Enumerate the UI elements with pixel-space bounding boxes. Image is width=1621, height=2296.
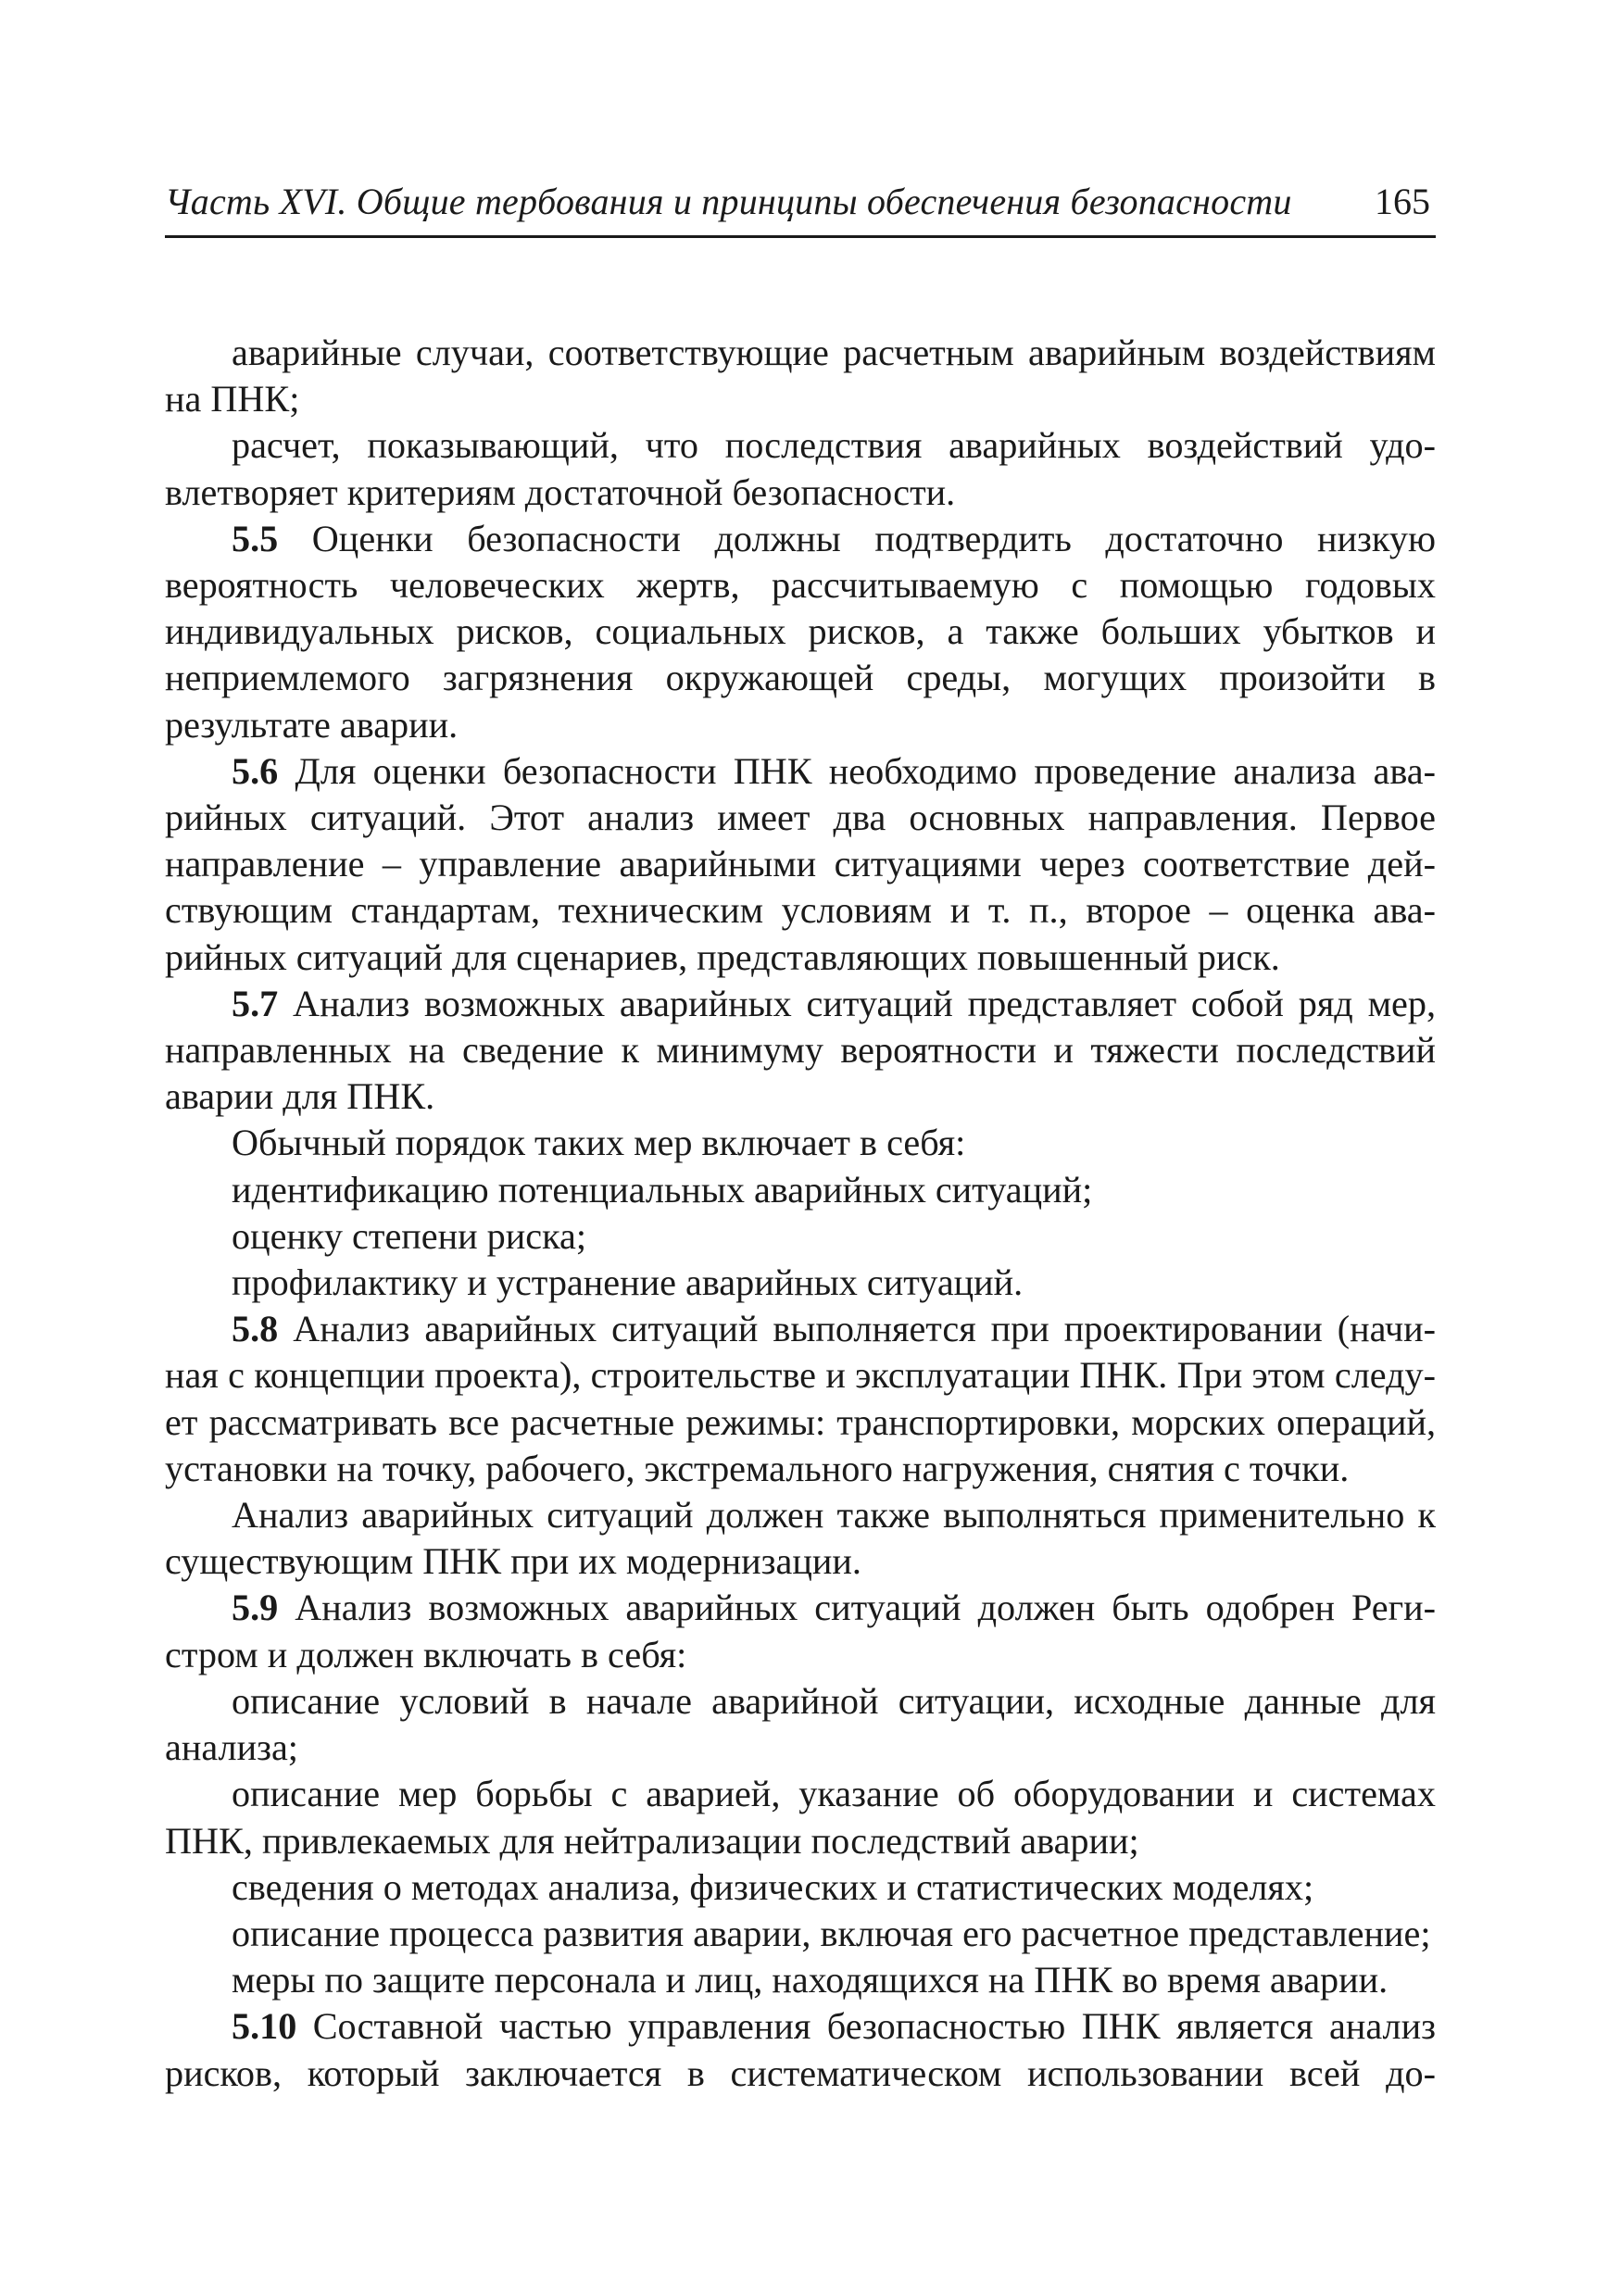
- paragraph-text: профилактику и устранение аварийных ситуаций.: [232, 1261, 1024, 1304]
- paragraph-text: оценку степени риска;: [232, 1214, 587, 1257]
- clause-number: 5.5: [232, 517, 279, 559]
- paragraph-text: Анализ аварийных ситуаций должен также выполняться применительно к существующим ПНК при их модернизации.: [165, 1494, 1436, 1583]
- header-title: Часть XVI. Общие тербования и принципы обеспечения безопасности: [165, 181, 1292, 222]
- paragraph-text: Для оценки безопасности ПНК необходимо проведение анализа аварийных ситуаций. Этот анализ имеет два основных направления. Первое направление – управление аварийными ситуациями через соответствие действующим стандартам, техническим условиям и т. п., второе – оценка аварийных ситуаций для сценариев, представляющих повышенный риск.: [165, 749, 1436, 978]
- list-item-prevention: [165, 1260, 1436, 1306]
- paragraph-text: Анализ аварийных ситуаций выполняется при проектировании (начиная с концепции проекта), строительстве и эксплуатации ПНК. При этом следует рассматривать все расчетные режимы: транспортировки, морских операций, установки на точку, рабочего, экстремального нагружения, снятия с точки.: [165, 1308, 1436, 1489]
- page-body: [165, 330, 1436, 2097]
- list-item-risk-assessment: [165, 1213, 1436, 1260]
- clause-number: 5.7: [232, 982, 279, 1024]
- paragraph-text: сведения о методах анализа, физических и статистических моделях;: [232, 1865, 1314, 1908]
- paragraph-text: Анализ возможных аварийных ситуаций должен быть одобрен Регистром и должен включать в себя:: [165, 1587, 1436, 1675]
- list-item-identification: [165, 1167, 1436, 1213]
- clause-number: 5.6: [232, 749, 279, 792]
- paragraph-text: описание условий в начале аварийной ситуации, исходные данные для анализа;: [165, 1679, 1436, 1769]
- paragraph-5-9: [165, 1585, 1436, 1677]
- list-item-methods: [165, 1864, 1436, 1911]
- paragraph-text: идентификацию потенциальных аварийных ситуаций;: [232, 1168, 1093, 1211]
- paragraph-text: Обычный порядок таких мер включает в себя:: [232, 1122, 966, 1164]
- list-item-initial-conditions: [165, 1678, 1436, 1771]
- paragraph-5-8: [165, 1306, 1436, 1492]
- paragraph-text: Анализ возможных аварийных ситуаций представляет собой ряд мер, направленных на сведение к минимуму вероятности и тяжести последствий аварии для ПНК.: [165, 982, 1436, 1118]
- paragraph-text: Оценки безопасности должны подтвердить достаточно низкую вероятность человеческих жертв, рассчитываемую с помощью годовых индивидуальных рисков, социальных рисков, а также больших убытков и неприемлемого загрязнения окружающей среды, могущих произойти в результате аварии.: [165, 517, 1436, 746]
- paragraph-modernization: [165, 1492, 1436, 1585]
- paragraph-text: описание процесса развития аварии, включая его расчетное представление;: [232, 1912, 1431, 1954]
- clause-number: 5.10: [232, 2005, 297, 2048]
- list-item-personnel-protection: [165, 1957, 1436, 2003]
- paragraph-5-10: [165, 2003, 1436, 2096]
- paragraph-text: аварийные случаи, соответствующие расчетным аварийным воздействиям на ПНК;: [165, 332, 1436, 420]
- paragraph-text: меры по защите персонала и лиц, находящихся на ПНК во время аварии.: [232, 1959, 1389, 2001]
- page-number: 165: [1375, 181, 1430, 222]
- paragraph-text: Составной частью управления безопасностью ПНК является анализ рисков, который заключается в систематическом использовании всей до-: [165, 2005, 1436, 2094]
- clause-number: 5.8: [232, 1308, 279, 1350]
- paragraph-item-1: [165, 330, 1436, 422]
- paragraph-text: описание мер борьбы с аварией, указание об оборудовании и системах ПНК, привлекаемых для нейтрализации последствий аварии;: [165, 1773, 1436, 1862]
- paragraph-5-5: [165, 516, 1436, 748]
- paragraph-measures-intro: [165, 1120, 1436, 1166]
- clause-number: 5.9: [232, 1587, 279, 1629]
- list-item-countermeasures: [165, 1771, 1436, 1863]
- paragraph-5-7: [165, 981, 1436, 1121]
- list-item-development: [165, 1911, 1436, 1957]
- running-header: [165, 176, 1436, 238]
- paragraph-item-2: [165, 422, 1436, 515]
- paragraph-text: расчет, показывающий, что последствия аварийных воздействий удовлетворяет критериям достаточной безопасности.: [165, 424, 1436, 513]
- paragraph-5-6: [165, 748, 1436, 981]
